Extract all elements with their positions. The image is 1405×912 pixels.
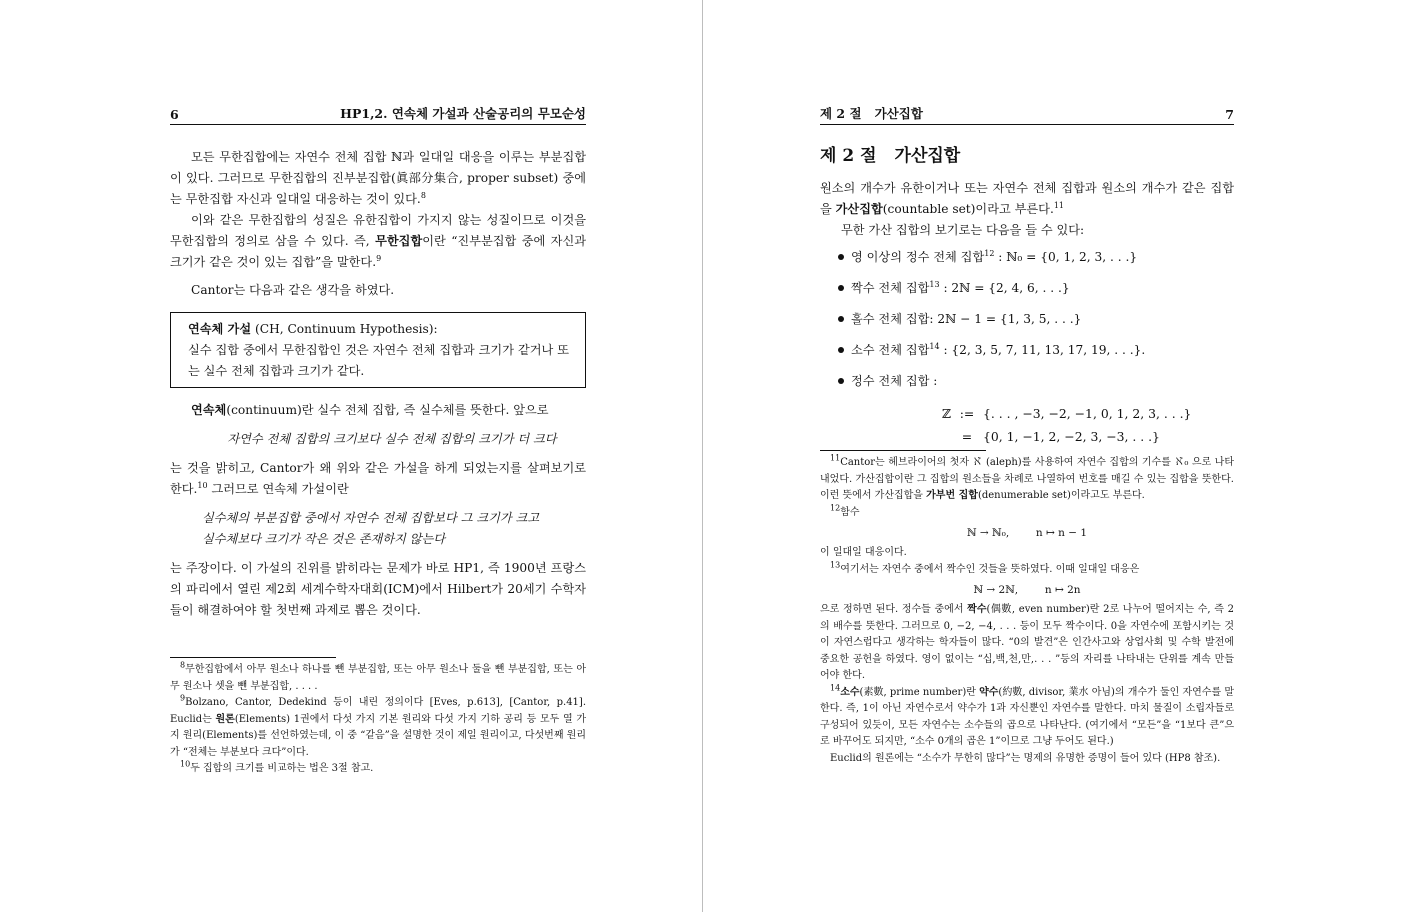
footnote-8-mark: 8 bbox=[180, 660, 186, 670]
list-item-label: 소수 전체 집합 bbox=[851, 343, 930, 357]
right-footnote-rule bbox=[820, 450, 986, 451]
continuum-hypothesis-box bbox=[170, 312, 586, 388]
term-countable-set: 가산집합 bbox=[835, 202, 883, 216]
equation-row-1 bbox=[820, 402, 1234, 425]
left-paragraph-5-text: 는 것을 밝히고, Cantor가 왜 위와 같은 가설을 하게 되었는지를 살펴보기로 한다. bbox=[170, 461, 586, 496]
footnote-12-mark: 12 bbox=[830, 503, 841, 513]
footnote-ref-12: 12 bbox=[984, 248, 995, 258]
left-paragraph-2-text: 이와 같은 무한집합의 성질은 유한집합이 가지지 않는 성질이므로 이것을 무한집합의 정의로 삼을 수 있다. 즉, bbox=[170, 213, 586, 248]
footnote-10-mark: 10 bbox=[180, 759, 191, 769]
bullet-icon bbox=[838, 254, 844, 260]
footnote-13-after-text-end: (偶數, even number)란 2로 나누어 떨어지는 수, 즉 2의 배수를 뜻한다. 그러므로 0, −2, −4, . . . 등이 모두 짝수이다. 0을 자연수에 포함시키는 것이 자연스럽다고 생각하는 학자들이 많다. “0의 발견”은 인간사고와 상업사회 및 수학 발전에 중요한 공헌을 하였다. 영이 없이는 “십,백,천,만,. . . ”등의 자리를 나타내는 단위를 계속 만들어야 한다. bbox=[820, 604, 1234, 681]
right-running-head: 제 2 절 가산집합 bbox=[820, 106, 923, 121]
term-continuum: 연속체 bbox=[191, 403, 227, 417]
footnote-11-text: Cantor는 헤브라이어의 첫자 ℵ (aleph)를 사용하여 자연수 집합의 기수를 ℵ₀ 으로 나타내었다. 가산집합이란 그 집합의 원소들을 차례로 나열하여 번호를 매길 수 있는 집합을 뜻한다. 이런 뜻에서 가산집합을 bbox=[820, 457, 1234, 501]
footnote-13-after bbox=[820, 602, 1234, 685]
list-item-math: : {2, 3, 5, 7, 11, 13, 17, 19, . . .}. bbox=[939, 343, 1146, 357]
footnote-12-after: 이 일대일 대응이다. bbox=[820, 547, 907, 558]
footnote-12-math: ℕ → ℕ₀, n ↦ n − 1 bbox=[966, 527, 1088, 539]
box-title-bold: 연속체 가설 bbox=[188, 322, 252, 336]
footnote-ref-9: 9 bbox=[376, 253, 382, 263]
footnote-8 bbox=[170, 662, 586, 695]
equation-row-2 bbox=[820, 425, 1234, 448]
section-title-text: 가산집합 bbox=[894, 146, 961, 166]
footnote-11-text-end: (denumerable set)이라고도 부른다. bbox=[977, 490, 1145, 501]
left-paragraph-1 bbox=[170, 147, 586, 210]
equation-op-1: := bbox=[959, 406, 975, 421]
left-paragraph-2-text-end: 이란 “진부분집합 중에 자신과 크기가 같은 것이 있는 집합”을 말한다. bbox=[170, 234, 586, 269]
left-paragraph-6: 는 주장이다. 이 가설의 진위를 밝히라는 문제가 바로 HP1, 즉 1900년 프랑스의 파리에서 열린 제2회 세계수학자대회(ICM)에서 Hilbert가 20세기 수학자들이 해결하여야 할 첫번째 과제로 뽑은 것이다. bbox=[170, 561, 586, 617]
left-paragraph-5-text-end: 그러므로 연속체 가설이란 bbox=[207, 482, 349, 496]
term-even-number: 짝수 bbox=[967, 604, 987, 615]
right-paragraph-2: 무한 가산 집합의 보기로는 다음을 들 수 있다: bbox=[841, 223, 1085, 237]
list-item bbox=[838, 247, 1234, 267]
footnote-ref-11: 11 bbox=[1053, 200, 1065, 210]
right-page-number: 7 bbox=[1225, 107, 1234, 122]
footnote-9-text: Bolzano, Cantor, Dedekind 등이 내린 정의이다 [Eves, p.613], [Cantor, p.41]. Euclid는 bbox=[170, 697, 586, 725]
footnote-8-text: 무한집합에서 아무 원소나 하나를 뺀 부분집합, 또는 아무 원소나 둘을 뺀 부분집합, 또는 아무 원소나 셋을 뺀 부분집합, . . . . bbox=[170, 664, 586, 692]
bullet-icon bbox=[838, 316, 844, 322]
list-item-label: 영 이상의 정수 전체 집합 bbox=[851, 250, 985, 264]
footnote-9-text-end: (Elements) 1권에서 다섯 가지 기본 원리와 다섯 가지 기하 공리 등 모두 열 가지 원리(Elements)를 선언하였는데, 이 중 “같음”을 설명한 것이 제일 원리이고, 다섯번째 원리가 “전체는 부분보다 크다”이다. bbox=[170, 713, 586, 758]
footnote-9-mark: 9 bbox=[180, 693, 186, 703]
footnote-10 bbox=[170, 761, 586, 778]
footnote-14-text-end: (約數, divisor, 業水 아님)의 개수가 둘인 자연수를 말한다. 즉, 1이 아닌 자연수로서 약수가 1과 자신뿐인 자연수를 말한다. 마치 물질이 소립자들로 구성되어 있듯이, 모든 자연수는 소수들의 곱으로 나타난다. (여기에서 “모든”을 “1보다 큰”으로 바꾸어도 되지만, “소수 0개의 곱은 1”이므로 그냥 두어도 된다.) bbox=[820, 686, 1234, 747]
equation-rhs-1: {. . . , −3, −2, −1, 0, 1, 2, 3, . . .} bbox=[983, 406, 1192, 421]
list-item-label: 정수 전체 집합 : bbox=[851, 374, 938, 388]
term-prime-number: 소수 bbox=[840, 686, 860, 698]
left-paragraph-5 bbox=[170, 458, 586, 500]
section-number: 제 2 절 bbox=[820, 146, 877, 166]
footnote-ref-13: 13 bbox=[929, 279, 940, 289]
footnote-11-mark: 11 bbox=[830, 453, 841, 463]
term-infinite-set: 무한집합 bbox=[375, 234, 423, 248]
equation-op-2: = bbox=[961, 429, 973, 444]
quote-2-line-1: 실수체의 부분집합 중에서 자연수 전체 집합보다 그 크기가 크고 bbox=[202, 511, 540, 525]
box-title-rest: (CH, Continuum Hypothesis): bbox=[251, 322, 438, 336]
quote-1: 자연수 전체 집합의 크기보다 실수 전체 집합의 크기가 더 크다 bbox=[227, 432, 557, 446]
left-page bbox=[0, 0, 702, 912]
box-text: 실수 집합 중에서 무한집합인 것은 자연수 전체 집합과 크기가 같거나 또는 실수 전체 집합과 크기가 같다. bbox=[188, 343, 569, 378]
right-paragraph-1-text-end: (countable set)이라고 부른다. bbox=[882, 202, 1054, 216]
right-paragraph-1 bbox=[820, 178, 1234, 220]
footnote-ref-10: 10 bbox=[197, 480, 208, 490]
bullet-icon bbox=[838, 378, 844, 384]
box-title bbox=[188, 319, 569, 340]
footnote-13 bbox=[820, 562, 1234, 579]
footnote-14-text: (素數, prime number)란 bbox=[859, 686, 980, 698]
left-page-number: 6 bbox=[170, 107, 179, 122]
footnote-12-text: 함수 bbox=[840, 506, 860, 518]
footnote-13-text: 여기서는 자연수 중에서 짝수인 것들을 뜻하였다. 이때 일대일 대응은 bbox=[840, 563, 1140, 575]
countable-examples-list bbox=[820, 247, 1234, 391]
footnote-14-mark: 14 bbox=[830, 683, 841, 693]
footnote-ref-8: 8 bbox=[420, 190, 426, 200]
integers-equation bbox=[820, 402, 1234, 448]
footnote-14-last: Euclid의 원론에는 “소수가 무한히 많다”는 명제의 유명한 증명이 들어 있다 (HP8 참조). bbox=[830, 752, 1221, 764]
list-item bbox=[838, 309, 1234, 329]
equation-lhs: ℤ bbox=[941, 406, 951, 421]
footnote-13-mark: 13 bbox=[830, 560, 841, 570]
footnote-13-after-text: 으로 정하면 된다. 정수들 중에서 bbox=[820, 604, 968, 615]
list-item bbox=[838, 340, 1234, 360]
footnote-12 bbox=[820, 505, 1234, 522]
quote-2-line-2: 실수체보다 크기가 작은 것은 존재하지 않는다 bbox=[202, 532, 446, 546]
equation-rhs-2: {0, 1, −1, 2, −2, 3, −3, . . .} bbox=[983, 429, 1160, 444]
term-elements: 원론 bbox=[215, 713, 235, 725]
bullet-icon bbox=[838, 285, 844, 291]
footnote-ref-14: 14 bbox=[929, 341, 940, 351]
left-paragraph-2 bbox=[170, 210, 586, 273]
footnote-11 bbox=[820, 455, 1234, 505]
list-item-label: 홀수 전체 집합: 2ℕ − 1 = {1, 3, 5, . . .} bbox=[851, 312, 1082, 326]
left-page-content bbox=[170, 104, 586, 778]
footnote-13-math: ℕ → 2ℕ, n ↦ 2n bbox=[973, 584, 1081, 596]
left-paragraph-4 bbox=[170, 400, 586, 421]
right-paragraph-1-text: 원소의 개수가 유한이거나 또는 자연수 전체 집합과 원소의 개수가 같은 집합을 bbox=[820, 181, 1234, 216]
right-page-content bbox=[820, 104, 1234, 767]
term-divisor: 약수 bbox=[979, 686, 999, 698]
section-title bbox=[820, 141, 1234, 166]
list-item-math: : 2ℕ = {2, 4, 6, . . .} bbox=[939, 281, 1070, 295]
left-running-head: HP1,2. 연속체 가설과 산술공리의 무모순성 bbox=[340, 106, 586, 121]
list-item bbox=[838, 278, 1234, 298]
footnote-14 bbox=[820, 685, 1234, 751]
list-item-math: : ℕ₀ = {0, 1, 2, 3, . . .} bbox=[994, 250, 1138, 264]
left-paragraph-3: Cantor는 다음과 같은 생각을 하였다. bbox=[191, 283, 395, 297]
footnote-9 bbox=[170, 695, 586, 761]
right-running-header bbox=[820, 104, 1234, 125]
footnote-10-text: 두 집합의 크기를 비교하는 법은 3절 참고. bbox=[190, 763, 374, 774]
right-page bbox=[703, 0, 1405, 912]
list-item bbox=[838, 371, 1234, 391]
left-paragraph-4-text: (continuum)란 실수 전체 집합, 즉 실수체를 뜻한다. 앞으로 bbox=[226, 403, 549, 417]
bullet-icon bbox=[838, 347, 844, 353]
quote-2 bbox=[170, 508, 586, 550]
left-paragraph-1-text: 모든 무한집합에는 자연수 전체 집합 ℕ과 일대일 대응을 이루는 부분집합이 있다. 그러므로 무한집합의 진부분집합(眞部分集合, proper subset) 중에는 무한집합 자신과 일대일 대응하는 것이 있다. bbox=[170, 150, 586, 206]
left-running-header bbox=[170, 104, 586, 125]
list-item-label: 짝수 전체 집합 bbox=[851, 281, 930, 295]
term-denumerable-set: 가부번 집합 bbox=[926, 490, 978, 501]
left-footnote-rule bbox=[170, 657, 336, 658]
